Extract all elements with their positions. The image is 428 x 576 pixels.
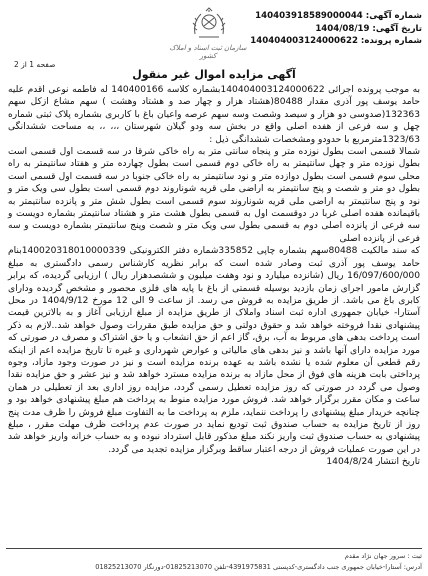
paragraph-boundaries: شمالا قسمی است بطول نوزده متر و پنجاه سانتی متر به راه خاکی شرقا در سه قسمت اول قسمی است بطول نوزده متر و چهل سانتیمتر به راه خاکی دوم قسمی است بطول چهارده متر و هفتاد سانتیمتر به راه محلی سوم قسمی است بطول دوازده متر و نود سانتیمتر به راه خاکی جنوبا در سه قسمت اول قسمی است بطول دو متر و شصت و پنج سانتیمتر به اراضی ملی قریه شوناروند دوم قسمی است بطول سی ویک متر و نود و پنج سانتیمتر به اراضی ملی قریه شوناروند سوم قسمی است بطول شش متر و پانزده سانتیمتر به باقیمانده هفده اصلی غربا در دوقسمت اول به قسمی بطول هشت متر و هشتاد سانتیمتر بشماره دویست و سه فرعی از پانزده اصلی دوم به قسمی بطول سی ویک متر و شصت وپنج سانتیمتر بشماره دویست و سه فرعی از پانزده اصلی <box>8 147 420 244</box>
paragraph-intro: به موجب پرونده اجرائی 140404003124000622بشماره کلاسه 140400166 له فاطمه نوعی اقدم علیه حامد یوسف پور آذری مقدار 80488(هشتاد هزار و چهار صد و هشتاد وهشت ) سهم مشاع ازکل سهم 132363(صدوسی دو هزار و سیصد وشصت وسه سهم عرصه واعیان باغ با کاربری بشماره پلاک ثبتی شماره چهل و سه فرعی از هفده اصلی واقع در بخش سه ودو گیلان شهرستان ،،، ،، به مساحت ششدانگی 1323/63مترمربع با حدودو ومشخصات ششدانگی ذیل : <box>8 85 421 145</box>
notice-body <box>8 84 420 469</box>
notice-meta <box>250 10 422 48</box>
org-name: سازمان ثبت اسناد و املاک کشور <box>169 44 247 60</box>
paragraph-terms: که سند مالکیت 80488سهم بشماره چاپی 335852شماره دفتر الکترونیکی 140020318010000339بنام حامد یوسف پور آذری ثبت وصادر شده است که برابر نظریه کارشناس رسمی دادگستری به مبلغ 16/097/600/000 ریال (شانزده میلیارد و نود وهفت میلیون و ششصدهزار ریال ) ارزیابی گردیده، که برابر گزارش مامور اجرای زمان بازدید بوسیله قسمتی از باغ با پایه های فلزی محصور و مشخص گردیده ودارای کابری باغ می باشد. از طریق مزایده به فروش می رسد. از ساعت 9 الی 12 مورخ 1404/9/12 در محل آستارا- خیابان جمهوری اداره ثبت اسناد واملاک از طریق مزایده از مبلغ ارزیابی آغاز و به بالاترین قیمت پیشنهادی نقدا فروخته خواهد شد و حقوق دولتی و حق مزایده طبق مقررات وصول خواهد شد..لازم به ذکر است پرداخت بدهی های مربوط به آب، برق، گاز اعم از حق انشعاب و یا حق اشتراک و مصرف در صورتی که مورد مزایده دارای آنها باشد و نیز بدهی های مالیاتی و عوارض شهرداری و غیره تا تاریخ مزایده اعم از اینکه رقم قطعی آن معلوم شده یا نشده باشد به عهده برنده مزایده است و نیز در صورت وجود مازاد، وجوه پرداختی بابت هزینه های فوق از محل مازاد به برنده مزایده مسترد خواهد شد و نیز عشر و حق مزایده نقدا وصول می گردد در صورتی که روز مزایده تعطیل رسمی گردد، مزایده روز اداری بعد از تعطیلی در همان ساعت و مکان مقرر برگزار خواهد شد. فروش مورد مزایده منوط به پرداخت هم مبلغ پیشنهادی خواهد بود و چنانچه خریدار مبلغ پیشنهادی را پرداخت ننماید، ملزم به پرداخت ما به التفاوت مبلغ فروش را ظرف مدت پنج روز از تاریخ مزایده به حساب صندوق ثبت تودیع نماید در صورت عدم پرداخت ظرف مهلت مقرر ، مبلغ پیشنهادی به حساب صندوق ثبت واریز نکند مبلغ مذکور قابل استرداد نبوده و به حساب خزانه واریز خواهد شد در این صورت عملیات فروش از درجه اعتبار ساقط وبرگزار مزایده تجدید می گردد. <box>8 246 421 455</box>
footer <box>6 551 422 575</box>
footer-divider <box>6 548 422 549</box>
emblem-icon <box>189 6 229 42</box>
notice-number: شماره آگهی: 140403918589000044 <box>255 11 422 21</box>
notice-date: تاریخ آگهی: 1404/08/19 <box>315 23 422 34</box>
footer-registrar: ثبت : سرور جهان نژاد مقدم <box>344 552 422 560</box>
file-number: شماره پرونده: 140404003124000622 <box>250 36 422 46</box>
publish-date-row <box>8 456 420 468</box>
footer-address: آدرس: آستارا-خیابان جمهوری جنب دادگستری-کدپستی 4391975831-تلفن 01825213070-دورنگار 01825213070 <box>95 562 422 571</box>
page-number: صفحه 1 از 2 <box>14 60 56 69</box>
notice-title: آگهی مزایده اموال غیر منقول <box>132 68 296 81</box>
publish-label: تاریخ انتشار <box>375 457 420 468</box>
publish-date: 1404/8/24 <box>326 457 374 468</box>
